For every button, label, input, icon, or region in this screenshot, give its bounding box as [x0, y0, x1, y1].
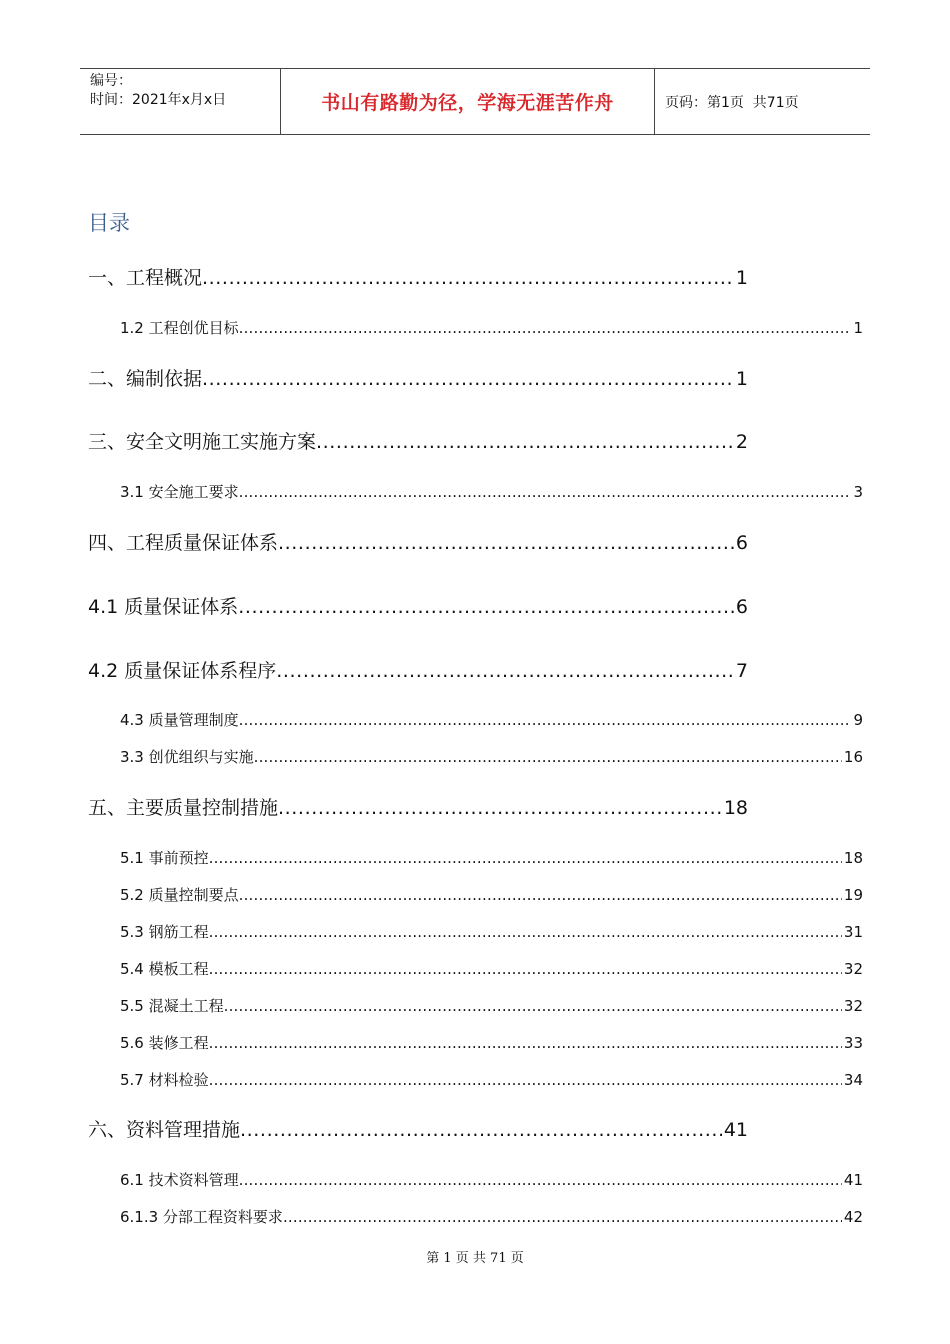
toc-entry-page: 3 — [853, 483, 863, 501]
toc-leader — [209, 1034, 842, 1052]
toc-entry-label: 六、资料管理措施 — [88, 1119, 241, 1141]
toc-title: 目录 — [88, 211, 130, 235]
toc-entry-label: 6.1 技术资料管理 — [120, 1171, 239, 1189]
toc-entry-label: 6.1.3 分部工程资料要求 — [120, 1208, 283, 1226]
toc-entry-label: 二、编制依据 — [88, 368, 203, 390]
toc-entry[interactable] — [88, 793, 748, 820]
header-motto: 书山有路勤为径，学海无涯苦作舟 — [281, 69, 655, 134]
toc-entry[interactable] — [120, 1032, 863, 1053]
toc-entry-label: 5.4 模板工程 — [120, 960, 209, 978]
toc-entry[interactable] — [88, 528, 748, 555]
toc-entry-label: 1.2 工程创优目标 — [120, 319, 239, 337]
toc-leader — [209, 1071, 842, 1089]
toc-leader — [238, 596, 734, 618]
toc-entry-label: 5.5 混凝土工程 — [120, 997, 224, 1015]
toc-leader — [209, 849, 842, 867]
toc-leader — [239, 711, 852, 729]
toc-leader — [278, 532, 734, 554]
toc-leader — [202, 267, 734, 289]
toc-entry-label: 5.7 材料检验 — [120, 1071, 209, 1089]
toc-leader — [209, 923, 842, 941]
toc-entry-page: 18 — [723, 797, 748, 819]
page-footer: 第 1 页 共 71 页 — [426, 1251, 524, 1266]
toc-entry-label: 4.3 质量管理制度 — [120, 711, 239, 729]
toc-entry-label: 5.1 事前预控 — [120, 849, 209, 867]
toc-entry-label: 五、主要质量控制措施 — [88, 797, 279, 819]
toc-entry-page: 16 — [843, 748, 863, 766]
toc-entry-page: 18 — [843, 849, 863, 867]
toc-entry-label: 4.2 质量保证体系程序 — [88, 660, 277, 682]
toc-entry-page: 42 — [843, 1208, 863, 1226]
toc-entry-label: 3.3 创优组织与实施 — [120, 748, 254, 766]
toc-entry-page: 32 — [843, 997, 863, 1015]
toc-entry-page: 41 — [843, 1171, 863, 1189]
toc-leader — [209, 960, 842, 978]
toc-entry-label: 三、安全文明施工实施方案 — [88, 431, 317, 453]
toc-entry-page: 1 — [853, 319, 863, 337]
toc-leader — [239, 1171, 842, 1189]
toc-entry[interactable] — [120, 709, 863, 730]
toc-entry-page: 34 — [843, 1071, 863, 1089]
toc-entry[interactable] — [88, 263, 748, 290]
header-info-cell — [80, 69, 281, 134]
toc-entry[interactable] — [88, 427, 748, 454]
toc-entry-label: 四、工程质量保证体系 — [88, 532, 279, 554]
toc-leader — [254, 748, 842, 766]
header-page-cell — [655, 69, 870, 134]
toc-entry-label: 4.1 质量保证体系 — [88, 596, 239, 618]
toc-entry-page: 7 — [735, 660, 748, 682]
toc-entry-label: 一、工程概况 — [88, 267, 203, 289]
toc-entry[interactable] — [120, 1069, 863, 1090]
toc-entry-label: 5.2 质量控制要点 — [120, 886, 239, 904]
toc-entry[interactable] — [120, 481, 863, 502]
toc-entry[interactable] — [120, 921, 863, 942]
toc-leader — [283, 1208, 842, 1226]
toc-leader — [202, 368, 734, 390]
toc-entry-page: 32 — [843, 960, 863, 978]
toc-leader — [224, 997, 842, 1015]
toc-entry-page: 41 — [723, 1119, 748, 1141]
toc-entry[interactable] — [120, 1206, 863, 1227]
toc-entry-page: 31 — [843, 923, 863, 941]
toc-leader — [239, 319, 852, 337]
toc-entry[interactable] — [120, 958, 863, 979]
toc-entry[interactable] — [88, 656, 748, 683]
toc-entry[interactable] — [120, 1169, 863, 1190]
toc-leader — [276, 660, 734, 682]
document-number-label: 编号： — [90, 73, 132, 89]
toc-leader — [278, 797, 722, 819]
toc-entry[interactable] — [120, 847, 863, 868]
toc-entry[interactable] — [120, 884, 863, 905]
toc-entry[interactable] — [120, 746, 863, 767]
toc-leader — [316, 431, 734, 453]
header-page-info: 页码：第1页 共71页 — [665, 94, 799, 111]
toc-entry-page: 1 — [735, 368, 748, 390]
toc-leader — [240, 1119, 722, 1141]
toc-entry-page: 9 — [853, 711, 863, 729]
toc-entry-page: 6 — [735, 532, 748, 554]
toc-entry-page: 2 — [735, 431, 748, 453]
toc-entry[interactable] — [120, 995, 863, 1016]
toc-entry-page: 1 — [735, 267, 748, 289]
toc-entry[interactable] — [88, 364, 748, 391]
toc-entry-label: 3.1 安全施工要求 — [120, 483, 239, 501]
toc-leader — [239, 483, 852, 501]
toc-entry[interactable] — [120, 317, 863, 338]
document-time-label: 时间：2021年x月x日 — [90, 92, 227, 108]
toc-entry-label: 5.6 装修工程 — [120, 1034, 209, 1052]
toc-entry-page: 19 — [843, 886, 863, 904]
page-header — [80, 68, 870, 135]
toc-entry[interactable] — [88, 592, 748, 619]
toc-entry[interactable] — [88, 1115, 748, 1142]
toc-entry-page: 6 — [735, 596, 748, 618]
toc-entry-label: 5.3 钢筋工程 — [120, 923, 209, 941]
toc-leader — [239, 886, 842, 904]
toc-entry-page: 33 — [843, 1034, 863, 1052]
